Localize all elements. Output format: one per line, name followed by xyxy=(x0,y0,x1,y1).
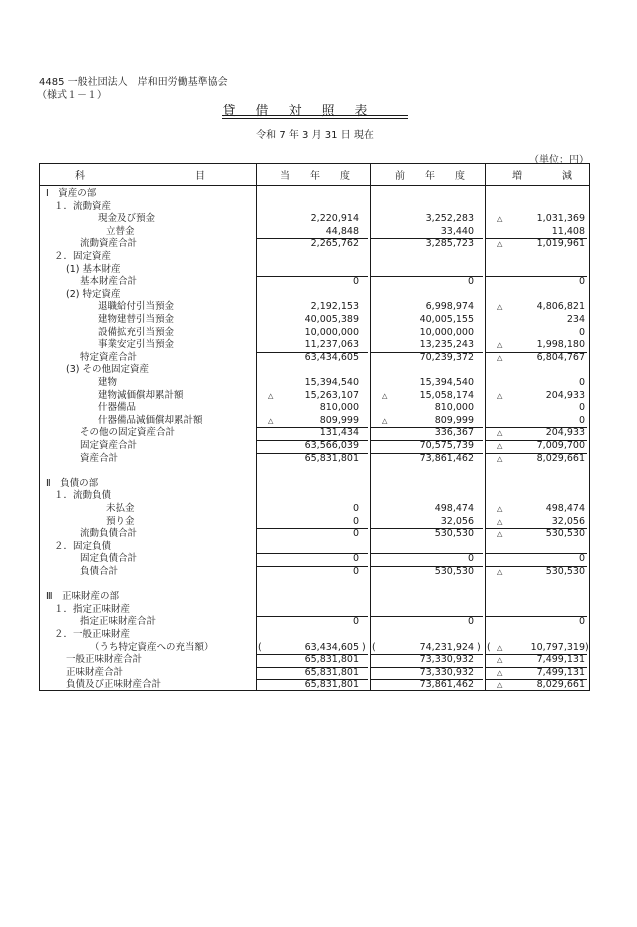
subtotal-rule xyxy=(485,238,587,239)
document-title: 貸借対照表 xyxy=(222,104,388,119)
negative-mark: △ xyxy=(497,681,503,690)
table-row xyxy=(40,604,591,616)
row-label: 什器備品減価償却累計額 xyxy=(98,414,203,426)
row-label: ２．固定負債 xyxy=(54,540,112,552)
subtotal-rule xyxy=(485,440,587,441)
table-row xyxy=(40,364,591,376)
row-label: 建物減価償却累計額 xyxy=(98,389,184,401)
value-chg: 0 xyxy=(578,616,585,628)
paren-close: ) xyxy=(362,641,366,653)
value-cur: 63,566,039 xyxy=(304,440,359,451)
value-chg: 0 xyxy=(578,414,585,426)
negative-mark: △ xyxy=(268,416,274,425)
balance-sheet-table xyxy=(39,163,590,691)
row-label: 流動資産合計 xyxy=(80,238,138,250)
negative-mark: △ xyxy=(497,429,503,438)
value-cur: 810,000 xyxy=(319,402,359,414)
table-row xyxy=(40,642,591,654)
table-row xyxy=(40,465,591,477)
negative-mark: △ xyxy=(497,568,503,576)
table-row xyxy=(40,327,591,339)
value-cur: 15,394,540 xyxy=(304,377,359,388)
value-pri: 0 xyxy=(467,276,474,288)
value-chg: 8,029,661 xyxy=(536,452,585,464)
value-chg: 7,009,700 xyxy=(536,440,585,451)
row-label: １．流動資産 xyxy=(54,200,112,212)
row-label: （うち特定資産への充当額） xyxy=(90,641,214,653)
table-row xyxy=(40,226,591,238)
as-of-date: 令和 7 年 3 月 31 日 現在 xyxy=(256,130,374,141)
row-label: 退職給付引当預金 xyxy=(98,301,175,313)
value-cur: 44,848 xyxy=(325,225,359,237)
subtotal-rule xyxy=(256,566,368,567)
negative-mark: △ xyxy=(497,454,503,463)
value-pri: 70,575,739 xyxy=(419,440,474,451)
value-pri: 15,058,174 xyxy=(419,389,474,401)
value-pri: 530,530 xyxy=(434,566,474,577)
table-row xyxy=(40,339,591,351)
value-chg: 1,031,369 xyxy=(536,213,585,225)
negative-mark: △ xyxy=(497,505,503,513)
table-row xyxy=(40,541,591,553)
negative-mark: △ xyxy=(497,240,503,249)
value-cur: 10,000,000 xyxy=(304,326,359,338)
value-pri: 13,235,243 xyxy=(419,339,474,351)
col-header-current: 当 年 度 xyxy=(280,171,350,182)
value-chg: 32,056 xyxy=(551,515,585,527)
value-cur: 65,831,801 xyxy=(304,654,359,666)
negative-mark: △ xyxy=(497,643,503,652)
value-cur: 0 xyxy=(352,553,359,565)
form-number: （様式１－１） xyxy=(37,90,107,101)
negative-mark: △ xyxy=(382,391,388,400)
value-pri: 10,000,000 xyxy=(419,326,474,338)
paren-close: ) xyxy=(477,641,481,653)
subtotal-rule xyxy=(256,616,368,617)
value-cur: 63,434,605 xyxy=(304,641,359,653)
value-chg: 204,933 xyxy=(545,427,585,439)
subtotal-rule xyxy=(370,440,483,441)
row-label: ２．一般正味財産 xyxy=(54,629,131,640)
value-cur: 2,192,153 xyxy=(310,301,359,313)
negative-mark: △ xyxy=(497,530,503,539)
subtotal-rule xyxy=(370,553,483,554)
subtotal-rule xyxy=(485,352,587,353)
subtotal-rule xyxy=(485,616,587,617)
subtotal-rule xyxy=(256,352,368,353)
table-row xyxy=(40,490,591,502)
row-label: 負債合計 xyxy=(80,566,119,577)
row-label: 預り金 xyxy=(106,515,135,527)
value-chg: 10,797,319 xyxy=(530,641,585,653)
value-chg: 1,019,961 xyxy=(536,238,585,250)
value-pri: 74,231,924 xyxy=(419,641,474,653)
row-label: 資産合計 xyxy=(80,452,119,464)
value-cur: 0 xyxy=(352,276,359,288)
row-label: １．流動負債 xyxy=(54,490,112,502)
paren-close: ) xyxy=(585,641,589,653)
subtotal-rule xyxy=(370,679,483,680)
negative-mark: △ xyxy=(382,416,388,425)
value-chg: 204,933 xyxy=(545,389,585,401)
value-pri: 73,861,462 xyxy=(419,679,474,691)
value-chg: 0 xyxy=(578,402,585,414)
row-label: 建物建替引当預金 xyxy=(98,314,175,325)
row-label: (3) その他固定資産 xyxy=(66,364,149,376)
negative-mark: △ xyxy=(497,391,503,400)
col-header-prior: 前 年 度 xyxy=(395,171,465,182)
value-chg: 1,998,180 xyxy=(536,339,585,351)
value-pri: 336,367 xyxy=(434,427,474,439)
table-row xyxy=(40,654,591,666)
row-label: Ⅰ 資産の部 xyxy=(46,188,97,199)
row-label: 固定資産合計 xyxy=(80,440,138,451)
table-row xyxy=(40,188,591,200)
row-label: 指定正味財産合計 xyxy=(80,616,157,628)
organization-name: 4485 一般社団法人 岸和田労働基準協会 xyxy=(39,77,228,88)
row-label: Ⅱ 負債の部 xyxy=(46,477,99,489)
table-row xyxy=(40,402,591,414)
row-label: ２．固定資産 xyxy=(54,251,112,262)
row-label: (2) 特定資産 xyxy=(66,288,121,300)
subtotal-rule xyxy=(370,616,483,617)
table-row xyxy=(40,503,591,515)
table-row xyxy=(40,213,591,225)
value-cur: 131,434 xyxy=(319,427,359,439)
table-row xyxy=(40,264,591,276)
row-label: (1) 基本財産 xyxy=(66,263,121,275)
subtotal-rule xyxy=(485,667,587,668)
value-cur: 65,831,801 xyxy=(304,679,359,691)
value-chg: 8,029,661 xyxy=(536,679,585,691)
value-cur: 0 xyxy=(352,515,359,527)
row-label: 特定資産合計 xyxy=(80,351,138,363)
table-row xyxy=(40,453,591,465)
value-chg: 6,804,767 xyxy=(536,351,585,363)
subtotal-rule xyxy=(256,427,368,428)
row-label: 現金及び預金 xyxy=(98,213,156,225)
negative-mark: △ xyxy=(497,303,503,312)
subtotal-rule xyxy=(485,654,587,655)
subtotal-rule xyxy=(256,276,368,277)
row-label: 一般正味財産合計 xyxy=(66,654,143,666)
value-pri: 33,440 xyxy=(440,225,474,237)
value-chg: 0 xyxy=(578,276,585,288)
row-label: Ⅲ 正味財産の部 xyxy=(46,591,120,603)
col-header-account: 科 目 xyxy=(75,171,205,182)
subtotal-rule xyxy=(256,453,368,454)
subtotal-rule xyxy=(485,679,587,680)
value-chg: 0 xyxy=(578,377,585,388)
value-chg: 530,530 xyxy=(545,566,585,577)
title-underline xyxy=(222,115,408,116)
table-row xyxy=(40,251,591,263)
value-chg: 11,408 xyxy=(551,225,585,237)
negative-mark: △ xyxy=(268,391,274,400)
table-row xyxy=(40,440,591,452)
table-row xyxy=(40,352,591,364)
subtotal-rule xyxy=(485,276,587,277)
value-chg: 7,499,131 xyxy=(536,654,585,666)
negative-mark: △ xyxy=(497,668,503,677)
table-row xyxy=(40,553,591,565)
table-row xyxy=(40,616,591,628)
value-pri: 3,252,283 xyxy=(425,213,474,225)
table-row xyxy=(40,629,591,641)
row-label: 固定負債合計 xyxy=(80,553,138,565)
subtotal-rule xyxy=(485,528,587,529)
row-label: １．指定正味財産 xyxy=(54,603,131,615)
value-chg: 0 xyxy=(578,326,585,338)
row-label: その他の固定資産合計 xyxy=(80,427,176,439)
table-row xyxy=(40,667,591,679)
negative-mark: △ xyxy=(497,656,503,665)
value-cur: 0 xyxy=(352,616,359,628)
subtotal-rule xyxy=(256,667,368,668)
subtotal-rule xyxy=(370,276,483,277)
subtotal-rule xyxy=(370,654,483,655)
subtotal-rule xyxy=(256,654,368,655)
table-row xyxy=(40,427,591,439)
row-label: 什器備品 xyxy=(98,402,137,414)
subtotal-rule xyxy=(256,679,368,680)
table-row xyxy=(40,289,591,301)
value-cur: 0 xyxy=(352,503,359,514)
value-chg: 4,806,821 xyxy=(536,301,585,313)
subtotal-rule xyxy=(256,528,368,529)
value-pri: 73,330,932 xyxy=(419,654,474,666)
table-row xyxy=(40,591,591,603)
subtotal-rule xyxy=(370,528,483,529)
value-cur: 2,265,762 xyxy=(310,238,359,250)
row-label: 建物 xyxy=(98,377,118,388)
negative-mark: △ xyxy=(497,215,503,224)
value-chg: 498,474 xyxy=(545,503,585,514)
row-label: 負債及び正味財産合計 xyxy=(66,679,162,691)
value-pri: 40,005,155 xyxy=(419,314,474,325)
row-label: 基本財産合計 xyxy=(80,276,138,288)
table-row xyxy=(40,415,591,427)
table-row xyxy=(40,516,591,528)
subtotal-rule xyxy=(370,352,483,353)
table-row xyxy=(40,238,591,250)
value-cur: 2,220,914 xyxy=(310,213,359,225)
title-underline xyxy=(222,118,408,119)
row-label: 設備拡充引当預金 xyxy=(98,326,175,338)
row-label: 正味財産合計 xyxy=(66,666,124,678)
table-row xyxy=(40,314,591,326)
table-row xyxy=(40,390,591,402)
value-pri: 3,285,723 xyxy=(425,238,474,250)
unit-label: （単位：円） xyxy=(529,155,589,166)
subtotal-rule xyxy=(256,238,368,239)
paren-open: ( xyxy=(372,641,376,653)
subtotal-rule xyxy=(370,453,483,454)
subtotal-rule xyxy=(370,427,483,428)
value-pri: 70,239,372 xyxy=(419,351,474,363)
table-row xyxy=(40,528,591,540)
table-row xyxy=(40,201,591,213)
value-cur: 40,005,389 xyxy=(304,314,359,325)
header-divider xyxy=(40,185,589,186)
paren-open: ( xyxy=(258,641,262,653)
value-chg: 530,530 xyxy=(545,528,585,540)
value-pri: 73,330,932 xyxy=(419,666,474,678)
subtotal-rule xyxy=(485,427,587,428)
table-row xyxy=(40,276,591,288)
value-cur: 63,434,605 xyxy=(304,351,359,363)
value-chg: 0 xyxy=(578,553,585,565)
col-header-change: 増 減 xyxy=(512,171,572,182)
value-pri: 15,394,540 xyxy=(419,377,474,388)
table-row xyxy=(40,679,591,691)
subtotal-rule xyxy=(370,238,483,239)
value-pri: 0 xyxy=(467,553,474,565)
table-row xyxy=(40,566,591,578)
value-pri: 809,999 xyxy=(434,414,474,426)
subtotal-rule xyxy=(256,440,368,441)
table-row xyxy=(40,377,591,389)
value-cur: 0 xyxy=(352,566,359,577)
value-pri: 530,530 xyxy=(434,528,474,540)
table-row xyxy=(40,301,591,313)
value-cur: 15,263,107 xyxy=(304,389,359,401)
row-label: 流動負債合計 xyxy=(80,528,138,540)
table-row xyxy=(40,478,591,490)
paren-open: ( xyxy=(487,641,491,653)
value-chg: 234 xyxy=(566,314,585,325)
value-cur: 65,831,801 xyxy=(304,666,359,678)
subtotal-rule xyxy=(485,553,587,554)
negative-mark: △ xyxy=(497,353,503,362)
subtotal-rule xyxy=(370,566,483,567)
value-cur: 65,831,801 xyxy=(304,452,359,464)
value-pri: 498,474 xyxy=(434,503,474,514)
value-cur: 0 xyxy=(352,528,359,540)
subtotal-rule xyxy=(256,553,368,554)
value-cur: 809,999 xyxy=(319,414,359,426)
value-pri: 32,056 xyxy=(440,515,474,527)
row-label: 未払金 xyxy=(106,503,135,514)
value-pri: 0 xyxy=(467,616,474,628)
table-row xyxy=(40,579,591,591)
value-cur: 11,237,063 xyxy=(304,339,359,351)
value-pri: 73,861,462 xyxy=(419,452,474,464)
subtotal-rule xyxy=(485,566,587,567)
subtotal-rule xyxy=(485,453,587,454)
negative-mark: △ xyxy=(497,442,503,450)
negative-mark: △ xyxy=(497,341,503,350)
value-pri: 810,000 xyxy=(434,402,474,414)
row-label: 立替金 xyxy=(106,225,135,237)
value-chg: 7,499,131 xyxy=(536,666,585,678)
value-pri: 6,998,974 xyxy=(425,301,474,313)
row-label: 事業安定引当預金 xyxy=(98,339,175,351)
subtotal-rule xyxy=(370,667,483,668)
negative-mark: △ xyxy=(497,517,503,526)
